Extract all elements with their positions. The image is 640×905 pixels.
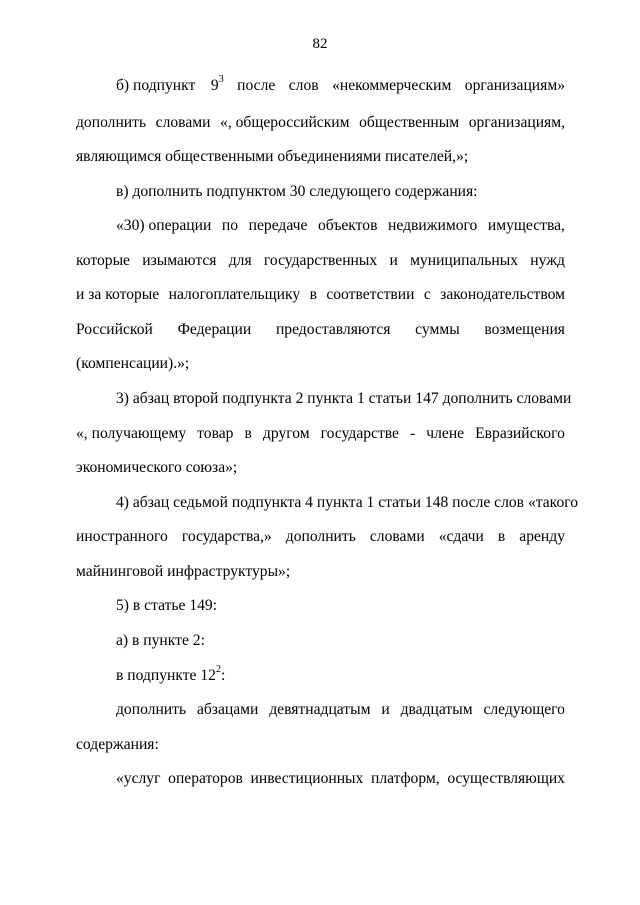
text-word: организациям, <box>468 114 565 131</box>
text-word: - <box>410 425 416 442</box>
text-word: члене <box>426 425 465 442</box>
text-word: возмещения <box>484 321 565 338</box>
text-word: для <box>228 252 252 269</box>
text-word: «некоммерческим <box>332 77 452 94</box>
text-word: и <box>381 701 390 718</box>
text-word: с <box>423 286 431 303</box>
text-word: «сдачи <box>438 528 484 545</box>
text-word: дополнить <box>285 528 356 545</box>
text-line <box>116 769 565 789</box>
text-word: Российской <box>76 321 153 338</box>
text-word: и за которые <box>76 286 160 303</box>
text-word: абзацами <box>196 701 259 718</box>
text-word: «, общероссийским <box>220 114 350 131</box>
text-line: экономического союза»; <box>76 459 238 476</box>
text-line: в) дополнить подпунктом 30 следующего содержания: <box>116 183 478 200</box>
text-word: следующего <box>483 701 565 718</box>
text-word: девятнадцатым <box>269 701 371 718</box>
text-word: аренду <box>519 528 565 545</box>
text-word: другом <box>262 425 310 442</box>
text-line <box>116 663 565 686</box>
text-word: осуществляющих <box>447 770 565 787</box>
text-word: налогоплательщику <box>168 286 301 303</box>
text-line <box>76 113 565 133</box>
text-word: словами <box>369 528 425 545</box>
text-line: 4) абзац седьмой подпункта 4 пункта 1 статьи 148 после слов «такого <box>116 494 579 511</box>
text-word: платформ, <box>370 770 440 787</box>
text-word: объектов <box>317 217 378 234</box>
text-word: которые <box>76 252 130 269</box>
text-word: после <box>237 77 276 94</box>
text-word: дополнить <box>76 114 147 131</box>
text-word: дополнить <box>116 701 187 718</box>
text-word: в подпункте 12 <box>116 667 216 684</box>
text-word: в <box>497 528 506 545</box>
text-word: : <box>220 667 226 684</box>
text-line <box>76 320 565 340</box>
text-word: имущества, <box>487 217 565 234</box>
superscript: 3 <box>218 73 224 85</box>
text-line: являющимся общественными объединениями писателей,»; <box>76 148 469 165</box>
text-word: передаче <box>248 217 308 234</box>
text-word: слов <box>288 77 319 94</box>
text-word: государства,» <box>181 528 272 545</box>
superscript: 2 <box>215 663 221 675</box>
text-word: Евразийского <box>475 425 565 442</box>
text-word: государственных <box>263 252 378 269</box>
text-line: а) в пункте 2: <box>116 632 205 649</box>
text-line: содержания: <box>76 736 159 753</box>
text-word: недвижимого <box>388 217 478 234</box>
text-word: операторов <box>168 770 243 787</box>
text-line: майнинговой инфраструктуры»; <box>76 563 291 580</box>
text-word: инвестиционных <box>250 770 364 787</box>
text-word: по <box>221 217 239 234</box>
text-line <box>76 285 565 305</box>
text-word: двадцатым <box>400 701 473 718</box>
text-word: соответствии <box>326 286 415 303</box>
text-line <box>76 251 565 271</box>
text-line <box>76 424 565 444</box>
text-word: «30) операции <box>116 217 212 234</box>
text-word: нужд <box>530 252 565 269</box>
text-line: (компенсации).»; <box>76 355 190 372</box>
text-word: товар <box>197 425 234 442</box>
text-line <box>76 527 565 547</box>
text-word: организациям» <box>464 77 565 94</box>
text-word: «, получающему <box>76 425 187 442</box>
text-word: и <box>389 252 398 269</box>
text-word: «услуг <box>116 770 161 787</box>
text-word: государстве <box>320 425 399 442</box>
page-number: 82 <box>312 36 328 52</box>
text-line: 3) абзац второй подпункта 2 пункта 1 статьи 147 дополнить словами <box>116 390 572 407</box>
text-word: в <box>309 286 317 303</box>
text-line <box>116 700 565 720</box>
text-line <box>116 216 565 236</box>
text-line <box>116 73 565 96</box>
text-word: законодательством <box>440 286 565 303</box>
text-word: б) подпункт $9^3$ <box>116 73 224 94</box>
text-word: Федерации <box>177 321 252 338</box>
text-word: в <box>244 425 252 442</box>
text-line: 5) в статье 149: <box>116 597 218 614</box>
text-word: изымаются <box>142 252 217 269</box>
text-word: предоставляются <box>275 321 391 338</box>
text-word: суммы <box>415 321 460 338</box>
text-word: муниципальных <box>410 252 519 269</box>
text-word: словами <box>155 114 211 131</box>
text-word: общественным <box>359 114 460 131</box>
text-word: иностранного <box>76 528 168 545</box>
